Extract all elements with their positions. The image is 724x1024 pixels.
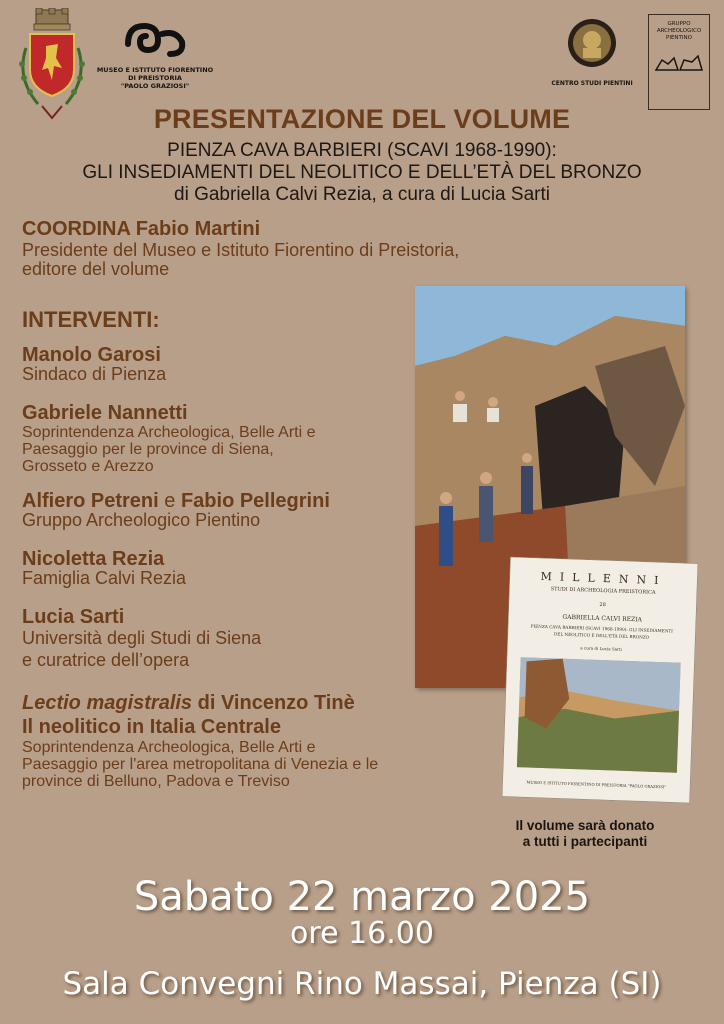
- lectio-by: di Vincenzo Tinè: [192, 692, 355, 714]
- medallion-icon: [567, 18, 617, 68]
- book-curator: a cura di Lucia Sarti: [580, 645, 622, 652]
- lectio-role-line1: Soprintendenza Archeologica, Belle Arti e: [22, 739, 316, 756]
- book-title-line2: DEL NEOLITICO E DELL'ETÀ DEL BRONZO: [553, 631, 650, 640]
- animals-icon: [654, 52, 704, 76]
- speaker-role: Sindaco di Pienza: [22, 364, 167, 384]
- book-series-sub: STUDI DI ARCHEOLOGIA PREISTORICA: [550, 586, 656, 596]
- donation-note: [490, 818, 680, 850]
- book-number: 28: [599, 601, 606, 609]
- coordina-role-line2: editore del volume: [22, 259, 170, 279]
- speaker-role: Gruppo Archeologico Pientino: [22, 510, 261, 530]
- museo-line3: "PAOLO GRAZIOSI": [120, 82, 190, 90]
- gruppo-line3: PIENTINO: [666, 35, 692, 41]
- coordina-role-line1: Presidente del Museo e Istituto Fiorentino di Preistoria,: [22, 240, 460, 260]
- speaker-role: Soprintendenza Archeologica, Belle Arti e: [22, 424, 316, 441]
- lectio-label: Lectio magistralis: [22, 692, 193, 714]
- museo-line1: MUSEO E ISTITUTO FIORENTINO: [96, 66, 214, 74]
- donation-line2: a tutti i partecipanti: [522, 834, 648, 849]
- book-cover: [502, 557, 698, 803]
- speaker-name: Nicoletta Rezia: [22, 548, 165, 570]
- gruppo-line2: ARCHEOLOGICO: [656, 28, 702, 34]
- book-author: GABRIELLA CALVI REZIA: [562, 613, 643, 624]
- museo-line2: DI PREISTORIA: [128, 74, 182, 82]
- book-title-line1: PIENZA CAVA BARBIERI (SCAVI 1968-1990): GLI INSEDIAMENTI: [530, 623, 673, 634]
- speaker-name: Gabriele Nannetti: [22, 402, 188, 424]
- page-title: PRESENTAZIONE DEL VOLUME: [153, 104, 571, 134]
- speaker-role: Paesaggio per le province di Siena,: [22, 441, 274, 458]
- centro-studi-pientini-logo: [548, 18, 636, 87]
- lectio-heading: [22, 692, 355, 714]
- speaker-name: Lucia Sarti: [22, 606, 125, 628]
- subtitle-line2: GLI INSEDIAMENTI DEL NEOLITICO E DELL’ETÀ DEL BRONZO: [82, 162, 642, 183]
- speaker-role: Università degli Studi di Siena: [22, 628, 262, 648]
- speaker-conjunction: e: [158, 490, 181, 512]
- speaker-name: Manolo Garosi: [22, 344, 161, 366]
- centro-label: CENTRO STUDI PIENTINI: [551, 80, 633, 87]
- lectio-role-line3: province di Belluno, Padova e Treviso: [22, 773, 290, 790]
- speaker-name-a: Alfiero Petreni: [22, 490, 159, 512]
- lectio-topic: Il neolitico in Italia Centrale: [22, 716, 281, 738]
- subtitle-line1: PIENZA CAVA BARBIERI (SCAVI 1968-1990):: [167, 140, 557, 161]
- speaker-role: Famiglia Calvi Rezia: [22, 568, 187, 588]
- speaker-names-pair: [22, 490, 330, 512]
- event-venue: Sala Convegni Rino Massai, Pienza (SI): [62, 966, 662, 1002]
- book-series: MILLENNI: [540, 569, 667, 588]
- speaker-role: Grosseto e Arezzo: [22, 458, 154, 475]
- event-time: ore 16.00: [290, 916, 434, 951]
- event-date: Sabato 22 marzo 2025: [133, 874, 591, 920]
- donation-line1: Il volume sarà donato: [515, 818, 655, 833]
- coordina-label: COORDINA Fabio Martini: [22, 218, 261, 240]
- interventi-heading: INTERVENTI:: [22, 307, 160, 332]
- lectio-role-line2: Paesaggio per l'area metropolitana di Venezia e le: [22, 756, 379, 773]
- speaker-role: e curatrice dell’opera: [22, 650, 190, 670]
- museo-fiorentino-logo: [96, 20, 214, 90]
- book-publisher: MUSEO E ISTITUTO FIORENTINO DI PREISTORIA "PAOLO GRAZIOSI": [526, 779, 667, 790]
- speaker-name-b: Fabio Pellegrini: [180, 490, 330, 512]
- subtitle-line3: di Gabriella Calvi Rezia, a cura di Lucia Sarti: [174, 184, 550, 205]
- gruppo-line1: GRUPPO: [667, 21, 691, 27]
- gruppo-archeologico-logo: [648, 14, 710, 110]
- spiral-icon: [122, 20, 188, 60]
